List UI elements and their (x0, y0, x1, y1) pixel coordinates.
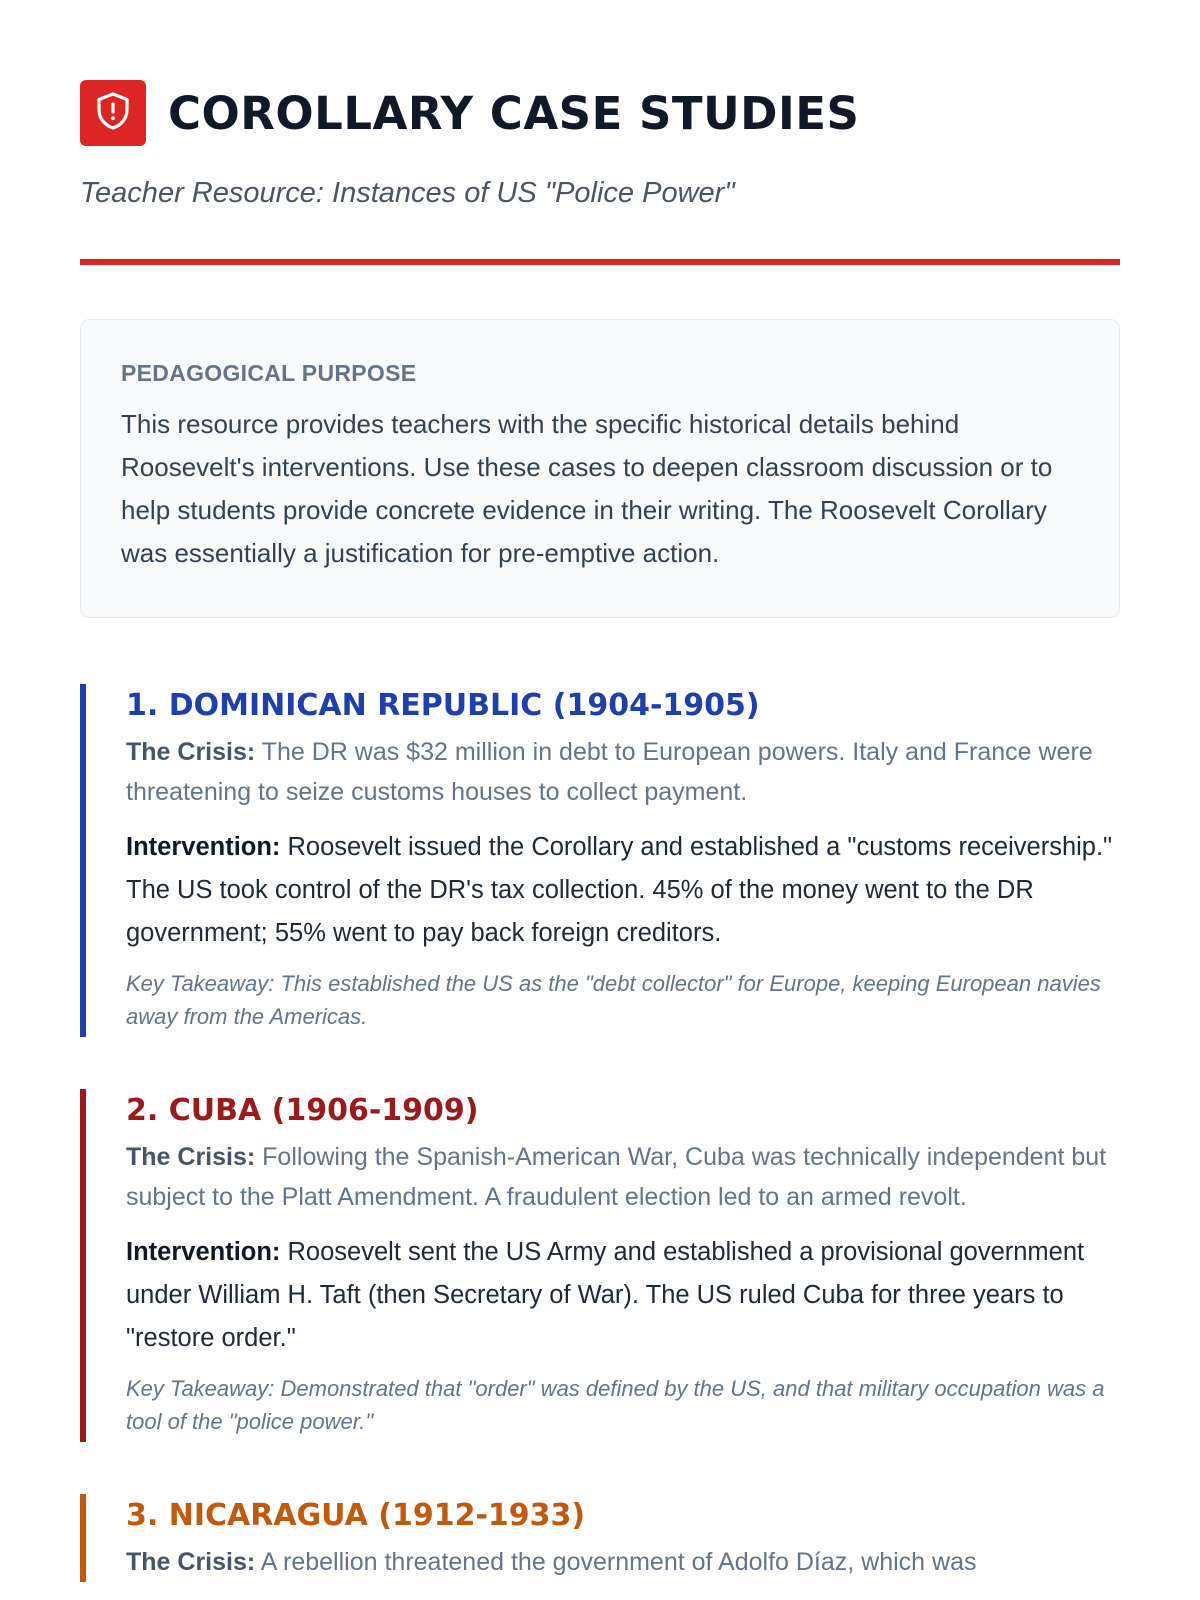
crisis-text: Following the Spanish-American War, Cuba was technically independent but subject to the Platt Amendment. A fraudulent election led to an armed revolt. (126, 1142, 1107, 1211)
case-crisis (126, 1542, 1120, 1582)
header (80, 80, 1120, 146)
crisis-label: The Crisis: (126, 737, 256, 766)
case-title: 2. CUBA (1906-1909) (126, 1092, 479, 1128)
case-intervention (126, 1231, 1120, 1360)
purpose-body: This resource provides teachers with the specific historical details behind Roosevelt's interventions. Use these cases to deepen classroom discussion or to help students provide concrete evidence in their writing. The Roosevelt Corollary was essentially a justification for pre-emptive action. (121, 408, 1053, 568)
case-takeaway: Key Takeaway: Demonstrated that "order" was defined by the US, and that military occupation was a tool of the "police power." (126, 1375, 1105, 1434)
page-subtitle: Teacher Resource: Instances of US "Police Power" (80, 177, 735, 209)
pedagogical-purpose-box (80, 319, 1120, 618)
case-cuba (80, 1089, 1120, 1442)
shield-alert-icon (96, 92, 130, 135)
page-title: COROLLARY CASE STUDIES (168, 86, 860, 140)
logo-badge (80, 80, 146, 146)
purpose-heading: PEDAGOGICAL PURPOSE (121, 359, 417, 386)
intervention-text: Roosevelt sent the US Army and established a provisional government under William H. Taft (then Secretary of War). The US ruled Cuba for three years to "restore order." (126, 1237, 1085, 1352)
case-list (80, 684, 1120, 1582)
crisis-label: The Crisis: (126, 1547, 256, 1576)
intervention-text: Roosevelt issued the Corollary and established a "customs receivership." The US took control of the DR's tax collection. 45% of the money went to the DR government; 55% went to pay back foreign creditors. (126, 832, 1113, 947)
crisis-text: The DR was $32 million in debt to European powers. Italy and France were threatening to seize customs houses to collect payment. (126, 737, 1093, 806)
header-divider (80, 259, 1120, 265)
case-crisis (126, 1137, 1120, 1217)
intervention-label: Intervention: (126, 1237, 281, 1266)
case-crisis (126, 732, 1120, 812)
crisis-label: The Crisis: (126, 1142, 256, 1171)
case-title: 3. NICARAGUA (1912-1933) (126, 1497, 586, 1533)
case-nicaragua (80, 1494, 1120, 1582)
case-takeaway: Key Takeaway: This established the US as the "debt collector" for Europe, keeping European navies away from the Americas. (126, 970, 1101, 1029)
crisis-text: A rebellion threatened the government of Adolfo Díaz, which was (260, 1547, 977, 1576)
intervention-label: Intervention: (126, 832, 281, 861)
case-title: 1. DOMINICAN REPUBLIC (1904-1905) (126, 687, 760, 723)
case-intervention (126, 826, 1120, 955)
case-dominican-republic (80, 684, 1120, 1037)
